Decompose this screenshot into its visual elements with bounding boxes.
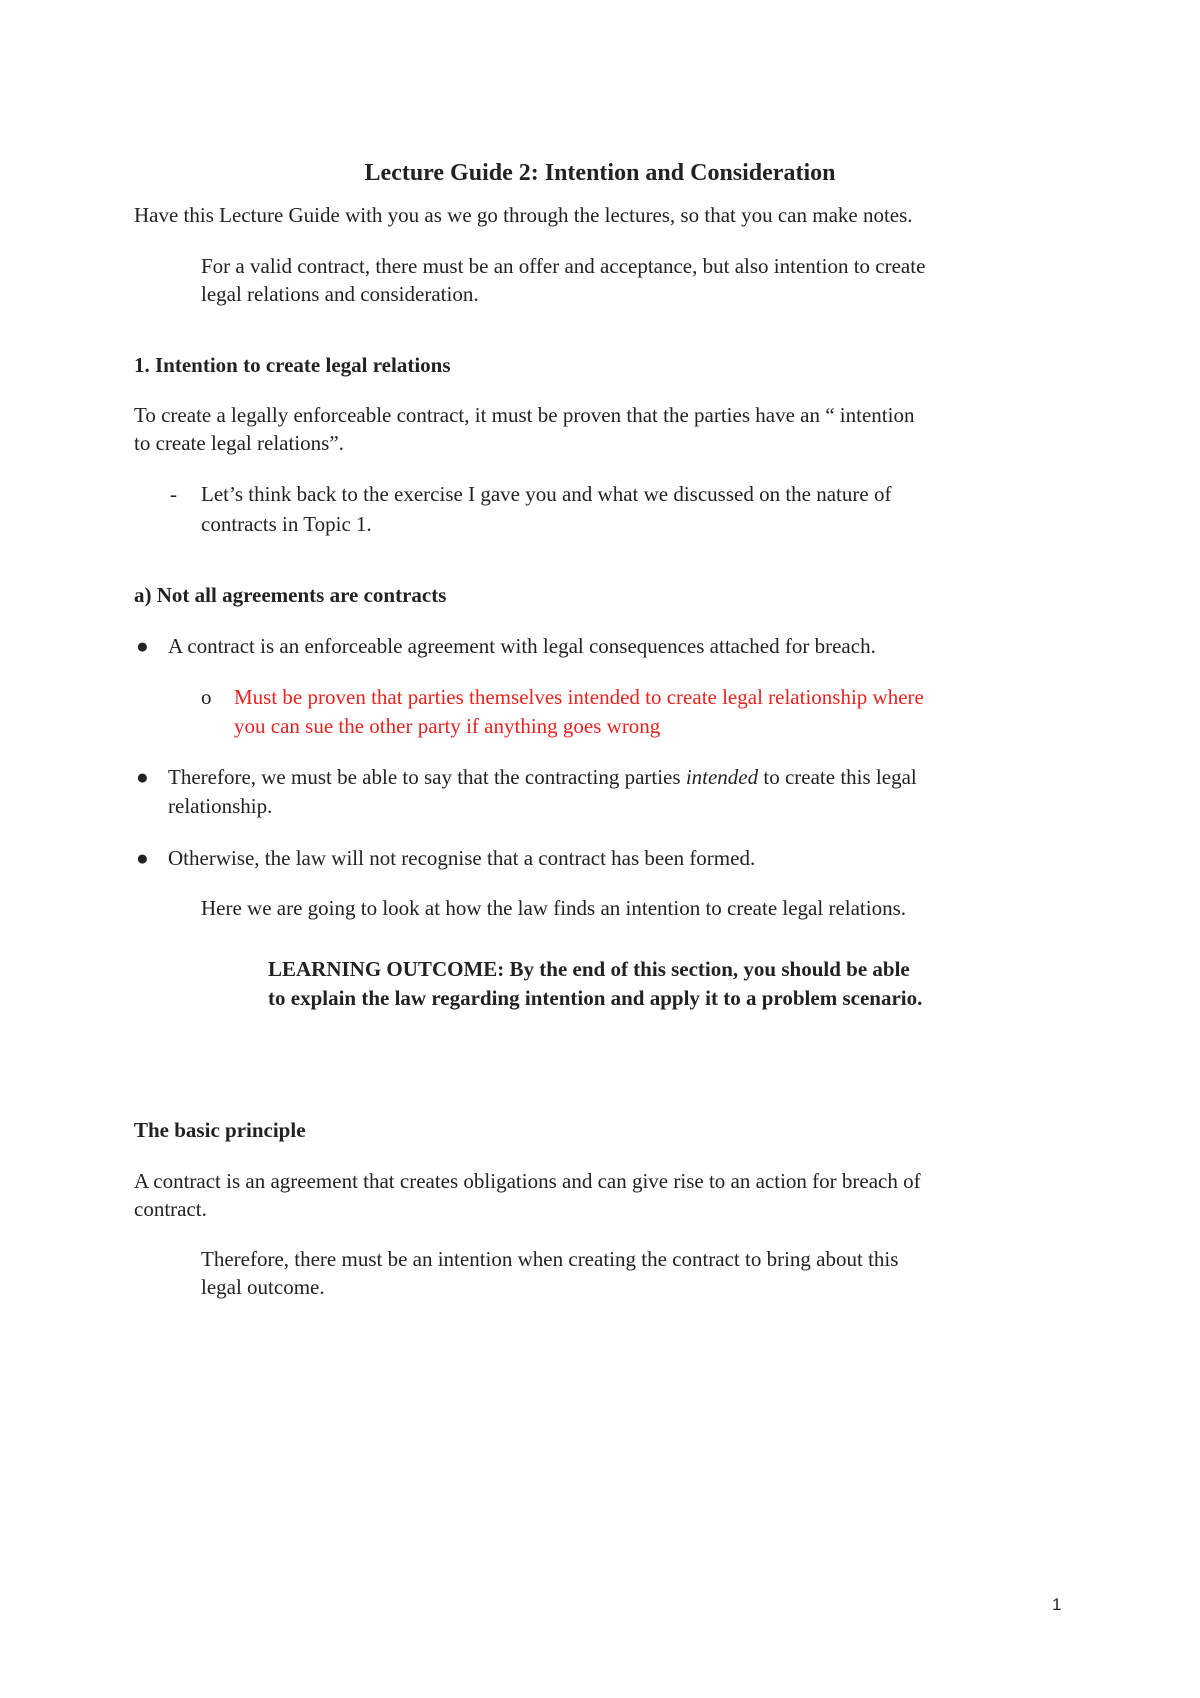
bullet-2-before: Therefore, we must be able to say that the contracting parties [168,765,686,789]
sub-bullet-marker: o [201,685,212,709]
basic-para-line-1: A contract is an agreement that creates obligations and can give rise to an action for breach of [134,1169,921,1193]
dash-item-line-1: Let’s think back to the exercise I gave you and what we discussed on the nature of [201,482,892,506]
dash-marker: - [170,482,177,506]
bullet-2-emphasis: intended [685,765,759,789]
basic-principle-heading: The basic principle [134,1118,306,1142]
bullet-2-line-1 [168,762,917,792]
valid-contract-line-1: For a valid contract, there must be an offer and acceptance, but also intention to create [201,254,926,278]
valid-contract-line-2: legal relations and consideration. [201,282,479,306]
section-1-heading: 1. Intention to create legal relations [134,353,451,377]
note-text: Here we are going to look at how the law finds an intention to create legal relations. [201,896,907,920]
dash-item-line-2: contracts in Topic 1. [201,512,372,536]
section-1-para-line-2: to create legal relations”. [134,431,344,455]
learning-outcome-line-1: LEARNING OUTCOME: By the end of this section, you should be able [268,957,910,981]
bullet-2-after: to create this legal [758,765,917,789]
page-title: Lecture Guide 2: Intention and Consideration [364,160,836,186]
bullet-3-text: Otherwise, the law will not recognise that a contract has been formed. [168,846,756,870]
bullet-2-line-2: relationship. [168,794,273,818]
bullet-dot-icon: ● [136,765,149,789]
bullet-1-text: A contract is an enforceable agreement with legal consequences attached for breach. [168,634,876,658]
sub-bullet-line-1: Must be proven that parties themselves intended to create legal relationship where [234,685,924,709]
basic-indent-line-1: Therefore, there must be an intention when creating the contract to bring about this [201,1247,899,1271]
bullet-dot-icon: ● [136,634,149,658]
intro-text: Have this Lecture Guide with you as we go through the lectures, so that you can make notes. [134,203,913,227]
learning-outcome-line-2: to explain the law regarding intention and apply it to a problem scenario. [268,986,923,1010]
basic-indent-line-2: legal outcome. [201,1275,325,1299]
sub-bullet-line-2: you can sue the other party if anything goes wrong [234,714,661,738]
basic-para-line-2: contract. [134,1197,207,1221]
section-a-heading: a) Not all agreements are contracts [134,583,447,607]
bullet-dot-icon: ● [136,846,149,870]
page-number: 1 [1052,1595,1062,1614]
section-1-para-line-1: To create a legally enforceable contract, it must be proven that the parties have an “ intention [134,403,915,427]
